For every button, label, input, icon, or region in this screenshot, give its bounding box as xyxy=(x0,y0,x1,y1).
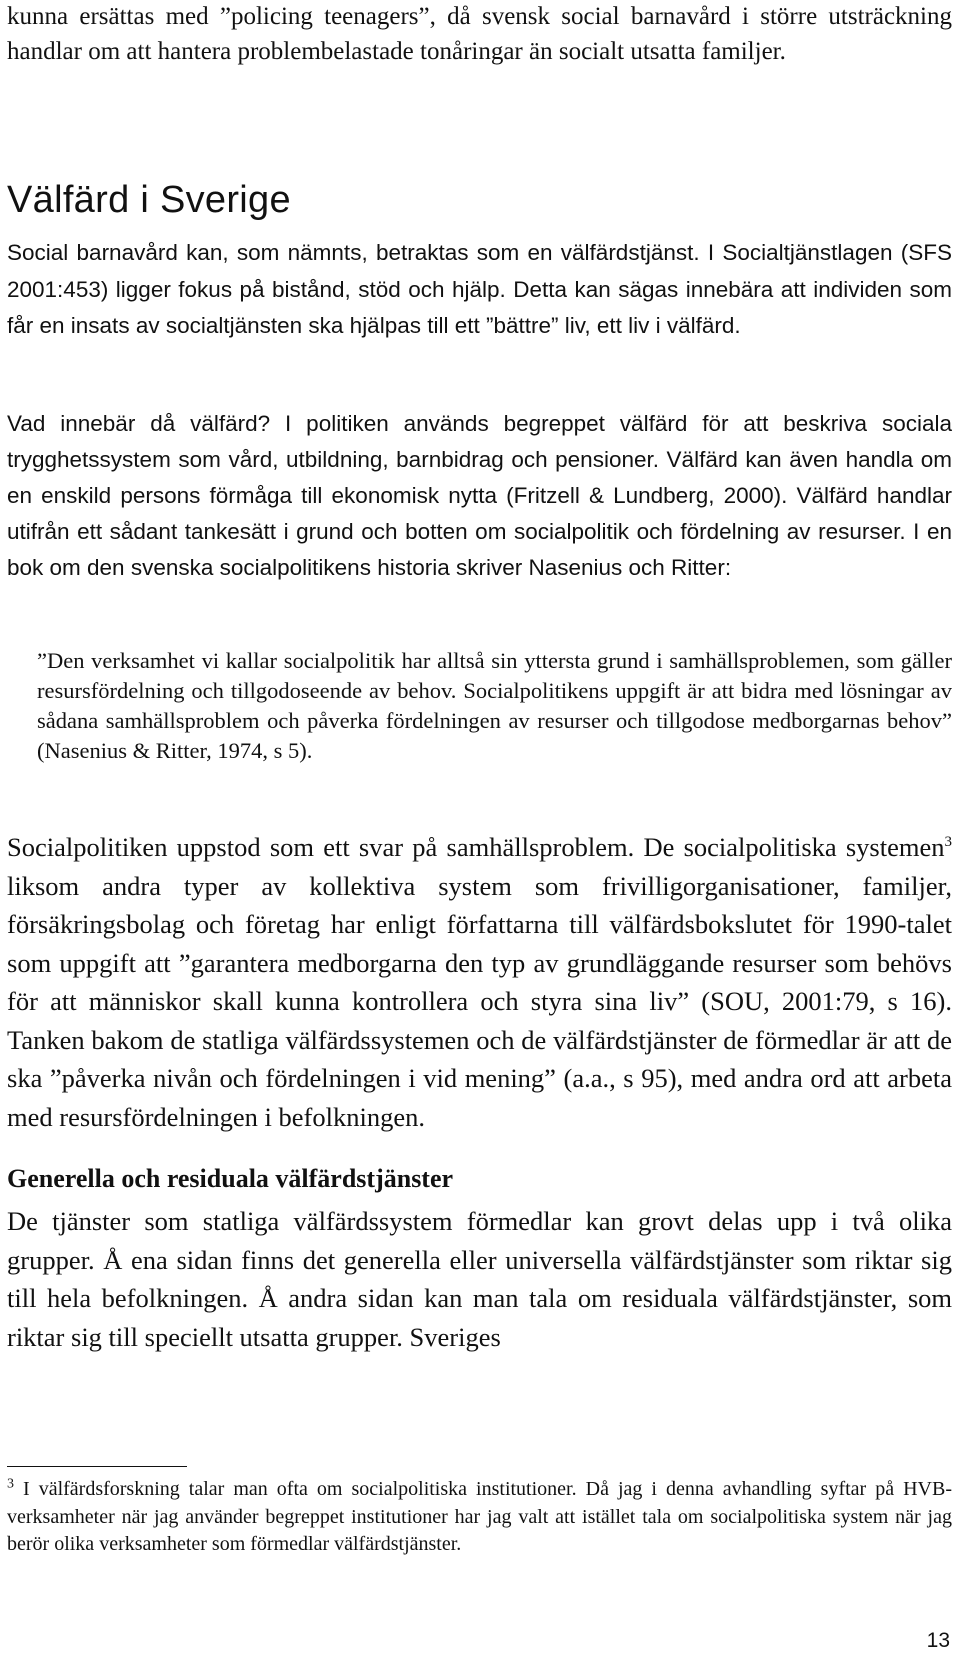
paragraph-socialpolitiken xyxy=(7,828,952,1136)
section-heading-valfard-i-sverige: Välfärd i Sverige xyxy=(7,179,291,221)
page-number: 13 xyxy=(926,1629,950,1652)
paragraph-vad-innebar-valfard: Vad innebär då välfärd? I politiken används begreppet välfärd för att beskriva sociala trygghetssystem som vård, utbildning, barnbidrag och pensioner. Välfärd kan även handla om en enskild persons förmåga till ekonomisk nytta (Fritzell & Lundberg, 2000). Välfärd handlar utifrån ett sådant tankesätt i grund och botten om socialpolitik och fördelning av resurser. I en bok om den svenska socialpolitikens historia skriver Nasenius och Ritter: xyxy=(7,411,952,580)
paragraph-socialpolitiken-start: Socialpolitiken uppstod som ett svar på samhällsproblem. De socialpolitiska systemen xyxy=(7,832,945,862)
paragraph-tjanster-grupper: De tjänster som statliga välfärdssystem förmedlar kan grovt delas upp i två olika grupper. Å ena sidan finns det generella eller universella välfärdstjänster som riktar sig till hela befolkningen. Å andra sidan kan man tala om residuala välfärdstjänster, som riktar sig till speciellt utsatta grupper. Sveriges xyxy=(7,1206,952,1352)
block-quote-nasenius-ritter: ”Den verksamhet vi kallar socialpolitik har alltså sin yttersta grund i samhällsproblemen, som gäller resursfördelning och tillgodoseende av behov. Socialpolitikens uppgift är att bidra med lösningar av sådana samhällsproblem och påverka fördelningen av resurser och tillgodose medborgarnas behov” (Nasenius & Ritter, 1974, s 5). xyxy=(37,648,952,763)
paragraph-socialpolitiken-end: liksom andra typer av kollektiva system som frivilligorganisationer, familjer, försäkringsbolag och företag har enligt författarna till välfärdsbokslutet för 1990-talet som uppgift att ”garantera medborgarna den typ av grundläggande resurser som behövs för att människor skall kunna kontrollera och styra sina liv” (SOU, 2001:79, s 16). Tanken bakom de statliga välfärdssystemen och de välfärdstjänster de förmedlar är att de ska ”påverka nivån och fördelningen i vid mening” (a.a., s 95), med andra ord att arbeta med resursfördelningen i befolkningen. xyxy=(7,870,952,1132)
footnote-separator xyxy=(7,1466,187,1467)
footnote-3 xyxy=(7,1476,952,1559)
opening-paragraph: kunna ersättas med ”policing teenagers”, då svensk social barnavård i större utsträckning handlar om att hantera problembelastade tonåringar än socialt utsatta familjer. xyxy=(7,3,952,65)
subheading-generella-residuala: Generella och residuala välfärdstjänster xyxy=(7,1164,454,1193)
footnote-text: I välfärdsforskning talar man ofta om socialpolitiska institutioner. Då jag i denna avhandling syftar på HVB-verksamheter när jag använder begreppet institutioner har jag valt att istället tala om socialpolitiska system när jag berör olika verksamheter som förmedlar välfärdstjänster. xyxy=(7,1478,952,1555)
footnote-reference-3[interactable]: 3 xyxy=(944,834,952,851)
paragraph-social-barnavard: Social barnavård kan, som nämnts, betraktas som en välfärdstjänst. I Socialtjänstlagen (SFS 2001:453) ligger fokus på bistånd, stöd och hjälp. Detta kan sägas innebära att individen som får en insats av socialtjänsten ska hjälpas till ett ”bättre” liv, ett liv i välfärd. xyxy=(7,240,952,338)
footnote-marker: 3 xyxy=(7,1476,14,1492)
